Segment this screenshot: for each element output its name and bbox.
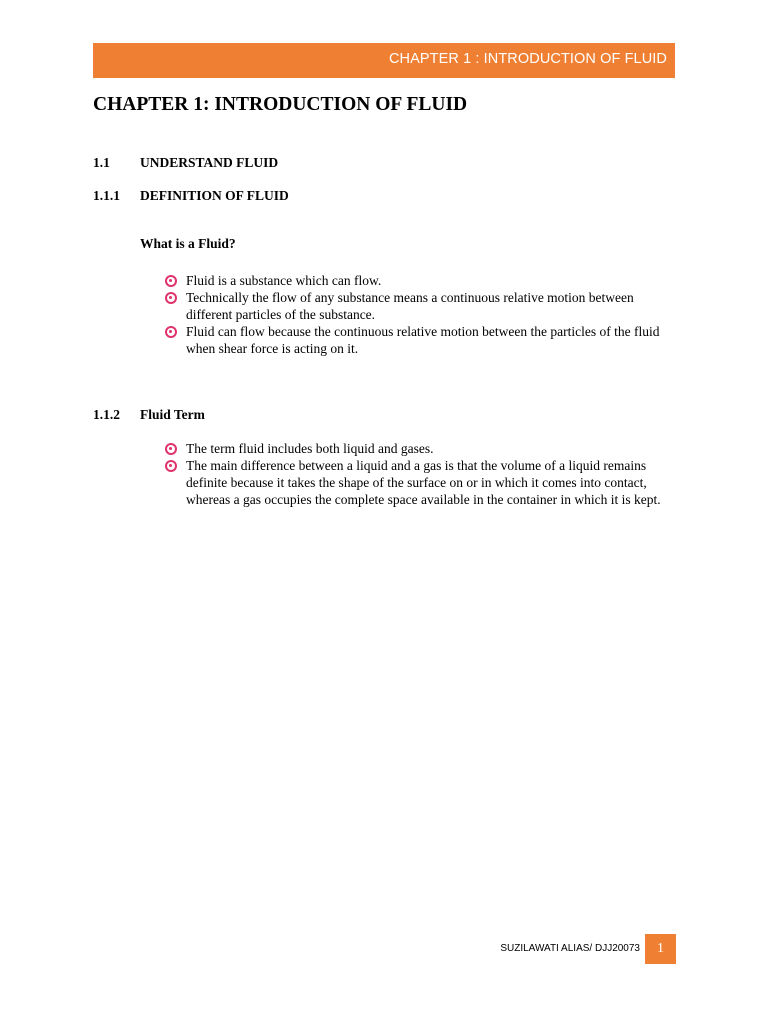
page-header — [93, 43, 675, 78]
list-item-text: Technically the flow of any substance means a continuous relative motion between different particles of the substance. — [186, 290, 634, 322]
chapter-title: CHAPTER 1: INTRODUCTION OF FLUID — [93, 94, 468, 115]
section-heading-1-1-1 — [93, 188, 289, 204]
section-heading-1-1 — [93, 155, 278, 171]
section-title: Fluid Term — [140, 407, 205, 422]
section-heading-1-1-2 — [93, 407, 205, 423]
list-item-text: Fluid is a substance which can flow. — [186, 273, 382, 288]
list-item — [164, 289, 679, 323]
section-title: DEFINITION OF FLUID — [140, 188, 289, 203]
section-number: 1.1.2 — [93, 407, 120, 422]
definition-bullet-list — [164, 272, 679, 357]
swirl-bullet-icon — [165, 275, 177, 287]
section-number: 1.1 — [93, 155, 110, 170]
header-title: CHAPTER 1 : INTRODUCTION OF FLUID — [388, 51, 667, 67]
list-item — [164, 440, 679, 457]
swirl-bullet-icon — [165, 292, 177, 304]
swirl-bullet-icon — [165, 460, 177, 472]
fluid-term-bullet-list — [164, 440, 679, 508]
section-number: 1.1.1 — [93, 188, 120, 203]
list-item-text: The main difference between a liquid and a gas is that the volume of a liquid remains definite because it takes the shape of the surface on or in which it comes into contact, whereas a gas occupies the complete space available in the container in which it is kept. — [186, 458, 661, 507]
subheading-what-is-fluid: What is a Fluid? — [140, 236, 236, 251]
list-item — [164, 323, 679, 357]
list-item — [164, 457, 679, 508]
page-number: 1 — [645, 934, 676, 964]
list-item-text: Fluid can flow because the continuous relative motion between the particles of the fluid when shear force is acting on it. — [186, 324, 660, 356]
list-item-text: The term fluid includes both liquid and gases. — [186, 441, 434, 456]
swirl-bullet-icon — [165, 443, 177, 455]
section-title: UNDERSTAND FLUID — [140, 155, 279, 170]
swirl-bullet-icon — [165, 326, 177, 338]
list-item — [164, 272, 679, 289]
footer-author: SUZILAWATI ALIAS/ DJJ20073 — [500, 943, 640, 954]
